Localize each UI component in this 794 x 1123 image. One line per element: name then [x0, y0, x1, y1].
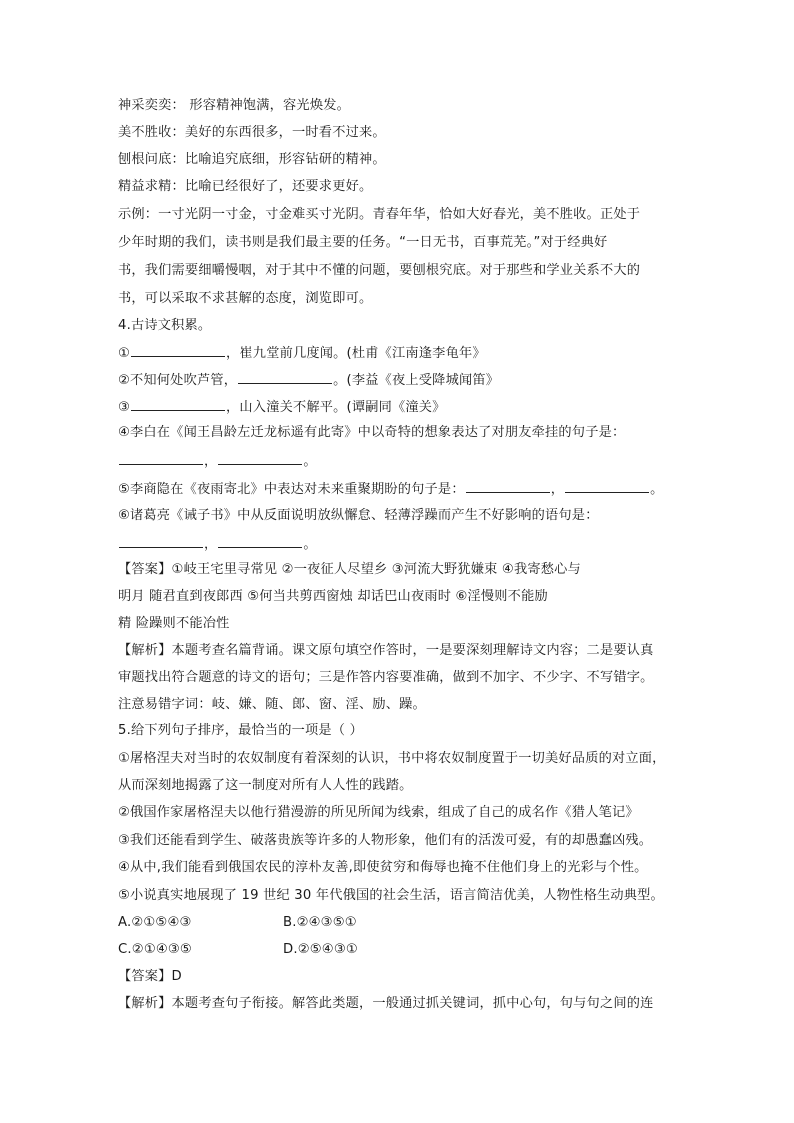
answer-blank[interactable] [218, 451, 302, 465]
q4-item-1-suffix: ，崔九堂前几度闻。(杜甫《江南逢李龟年》 [226, 346, 486, 361]
comma: ， [204, 454, 218, 469]
q4-item-4: ④李白在《闻王昌龄左迁龙标遥有此寄》中以奇特的想象表达了对朋友牵挂的句子是： [118, 425, 626, 440]
answer-blank[interactable] [218, 534, 302, 548]
q5-sentence-4: ④从中,我们能看到俄国农民的淳朴友善,即使贫穷和侮辱也掩不住他们身上的光彩与个性。 [118, 860, 648, 875]
example-line-1: 示例：一寸光阴一寸金，寸金难买寸光阴。青春年华，恰如大好春光，美不胜收。正处于 [118, 207, 641, 222]
q5-option-b[interactable]: B.②④③⑤① [283, 915, 357, 930]
q4-item-5-text: ⑤李商隐在《夜雨寄北》中表达对未来重聚期盼的句子是： [118, 482, 465, 497]
answer-blank[interactable] [466, 479, 550, 493]
answer-blank[interactable] [565, 479, 649, 493]
answer-blank[interactable] [238, 370, 332, 384]
q4-answer-line-3: 精 险躁则不能冶性 [118, 616, 230, 631]
q4-item-6: ⑥诸葛亮《诫子书》中从反面说明放纵懈怠、轻薄浮躁而产生不好影响的语句是： [118, 508, 599, 523]
idiom-line-1: 神采奕奕： 形容精神饱满，容光焕发。 [118, 98, 350, 113]
idiom-line-4: 精益求精：比喻已经很好了，还要求更好。 [118, 179, 373, 194]
q5-analysis: 【解析】本题考查句子衔接。解答此类题，一般通过抓关键词，抓中心句，句与句之间的连 [118, 996, 654, 1011]
q4-item-1-prefix: ① [118, 346, 131, 361]
idiom-line-3: 刨根问底：比喻追究底细，形容钻研的精神。 [118, 152, 386, 167]
period: 。 [650, 482, 664, 497]
example-line-2: 少年时期的我们，读书则是我们最主要的任务。“一日无书，百事荒芜。”对于经典好 [118, 235, 608, 250]
q4-item-3-suffix: ，山入潼关不解平。(谭嗣同《潼关》 [226, 400, 446, 415]
q4-item-2-prefix: ②不知何处吹芦管， [118, 373, 238, 388]
q4-item-2 [118, 370, 499, 390]
q4-item-3-prefix: ③ [118, 400, 131, 415]
q4-item-3 [118, 397, 446, 417]
q5-sentence-5: ⑤小说真实地展现了 19 世纪 30 年代俄国的社会生活，语言简洁优美，人物性格生动典型。 [118, 888, 664, 903]
q4-item-2-suffix: 。(李益《夜上受降城闻笛》 [333, 373, 500, 388]
q5-sentence-1a: ①屠格涅夫对当时的农奴制度有着深刻的认识，书中将农奴制度置于一切美好品质的对立面， [118, 751, 666, 766]
q4-item-4-blanks [118, 451, 317, 471]
answer-blank[interactable] [119, 451, 203, 465]
q4-analysis-line-1: 【解析】本题考查名篇背诵。课文原句填空作答时，一是要深刻理解诗文内容；二是要认真 [118, 643, 654, 658]
period: 。 [303, 537, 317, 552]
q4-answer-line-1: 【答案】①岐王宅里寻常见 ②一夜征人尽望乡 ③河流大野犹嫌束 ④我寄愁心与 [118, 562, 581, 577]
q5-answer: 【答案】D [118, 969, 182, 984]
answer-blank[interactable] [119, 534, 203, 548]
q5-option-d[interactable]: D.②⑤④③① [283, 942, 358, 957]
comma: ， [204, 537, 218, 552]
answer-blank[interactable] [131, 397, 225, 411]
q4-item-6-blanks [118, 534, 317, 554]
q5-sentence-3: ③我们还能看到学生、破落贵族等许多的人物形象，他们有的活泼可爱，有的却愚蠢凶残。 [118, 833, 653, 848]
q5-option-c[interactable]: C.②①④③⑤ [118, 942, 192, 957]
idiom-line-2: 美不胜收：美好的东西很多，一时看不过来。 [118, 125, 386, 140]
q5-sentence-1b: 从而深刻地揭露了这一制度对所有人人性的践踏。 [118, 778, 413, 793]
q5-sentence-2: ②俄国作家屠格涅夫以他行猎漫游的所见所闻为线索，组成了自己的成名作《猎人笔记》 [118, 805, 639, 820]
q4-analysis-line-3: 注意易错字词：岐、嫌、随、郎、窗、淫、励、躁。 [118, 697, 426, 712]
q4-item-5 [118, 479, 664, 499]
answer-blank[interactable] [131, 343, 225, 357]
q4-item-1 [118, 343, 486, 363]
example-line-4: 书，可以采取不求甚解的态度，浏览即可。 [118, 291, 373, 306]
q5-option-a[interactable]: A.②①⑤④③ [118, 915, 192, 930]
period: 。 [303, 454, 317, 469]
q5-title: 5.给下列句子排序，最恰当的一项是（ ） [118, 723, 363, 738]
q4-answer-line-2: 明月 随君直到夜郎西 ⑤何当共剪西窗烛 却话巴山夜雨时 ⑥淫慢则不能励 [118, 589, 548, 604]
comma: ， [550, 482, 565, 497]
q4-title: 4.古诗文积累。 [118, 318, 212, 333]
example-line-3: 书，我们需要细嚼慢咽，对于其中不懂的问题，要刨根究底。对于那些和学业关系不大的 [118, 263, 641, 278]
q4-analysis-line-2: 审题找出符合题意的诗文的语句；三是作答内容要准确，做到不加字、不少字、不写错字。 [118, 670, 654, 685]
